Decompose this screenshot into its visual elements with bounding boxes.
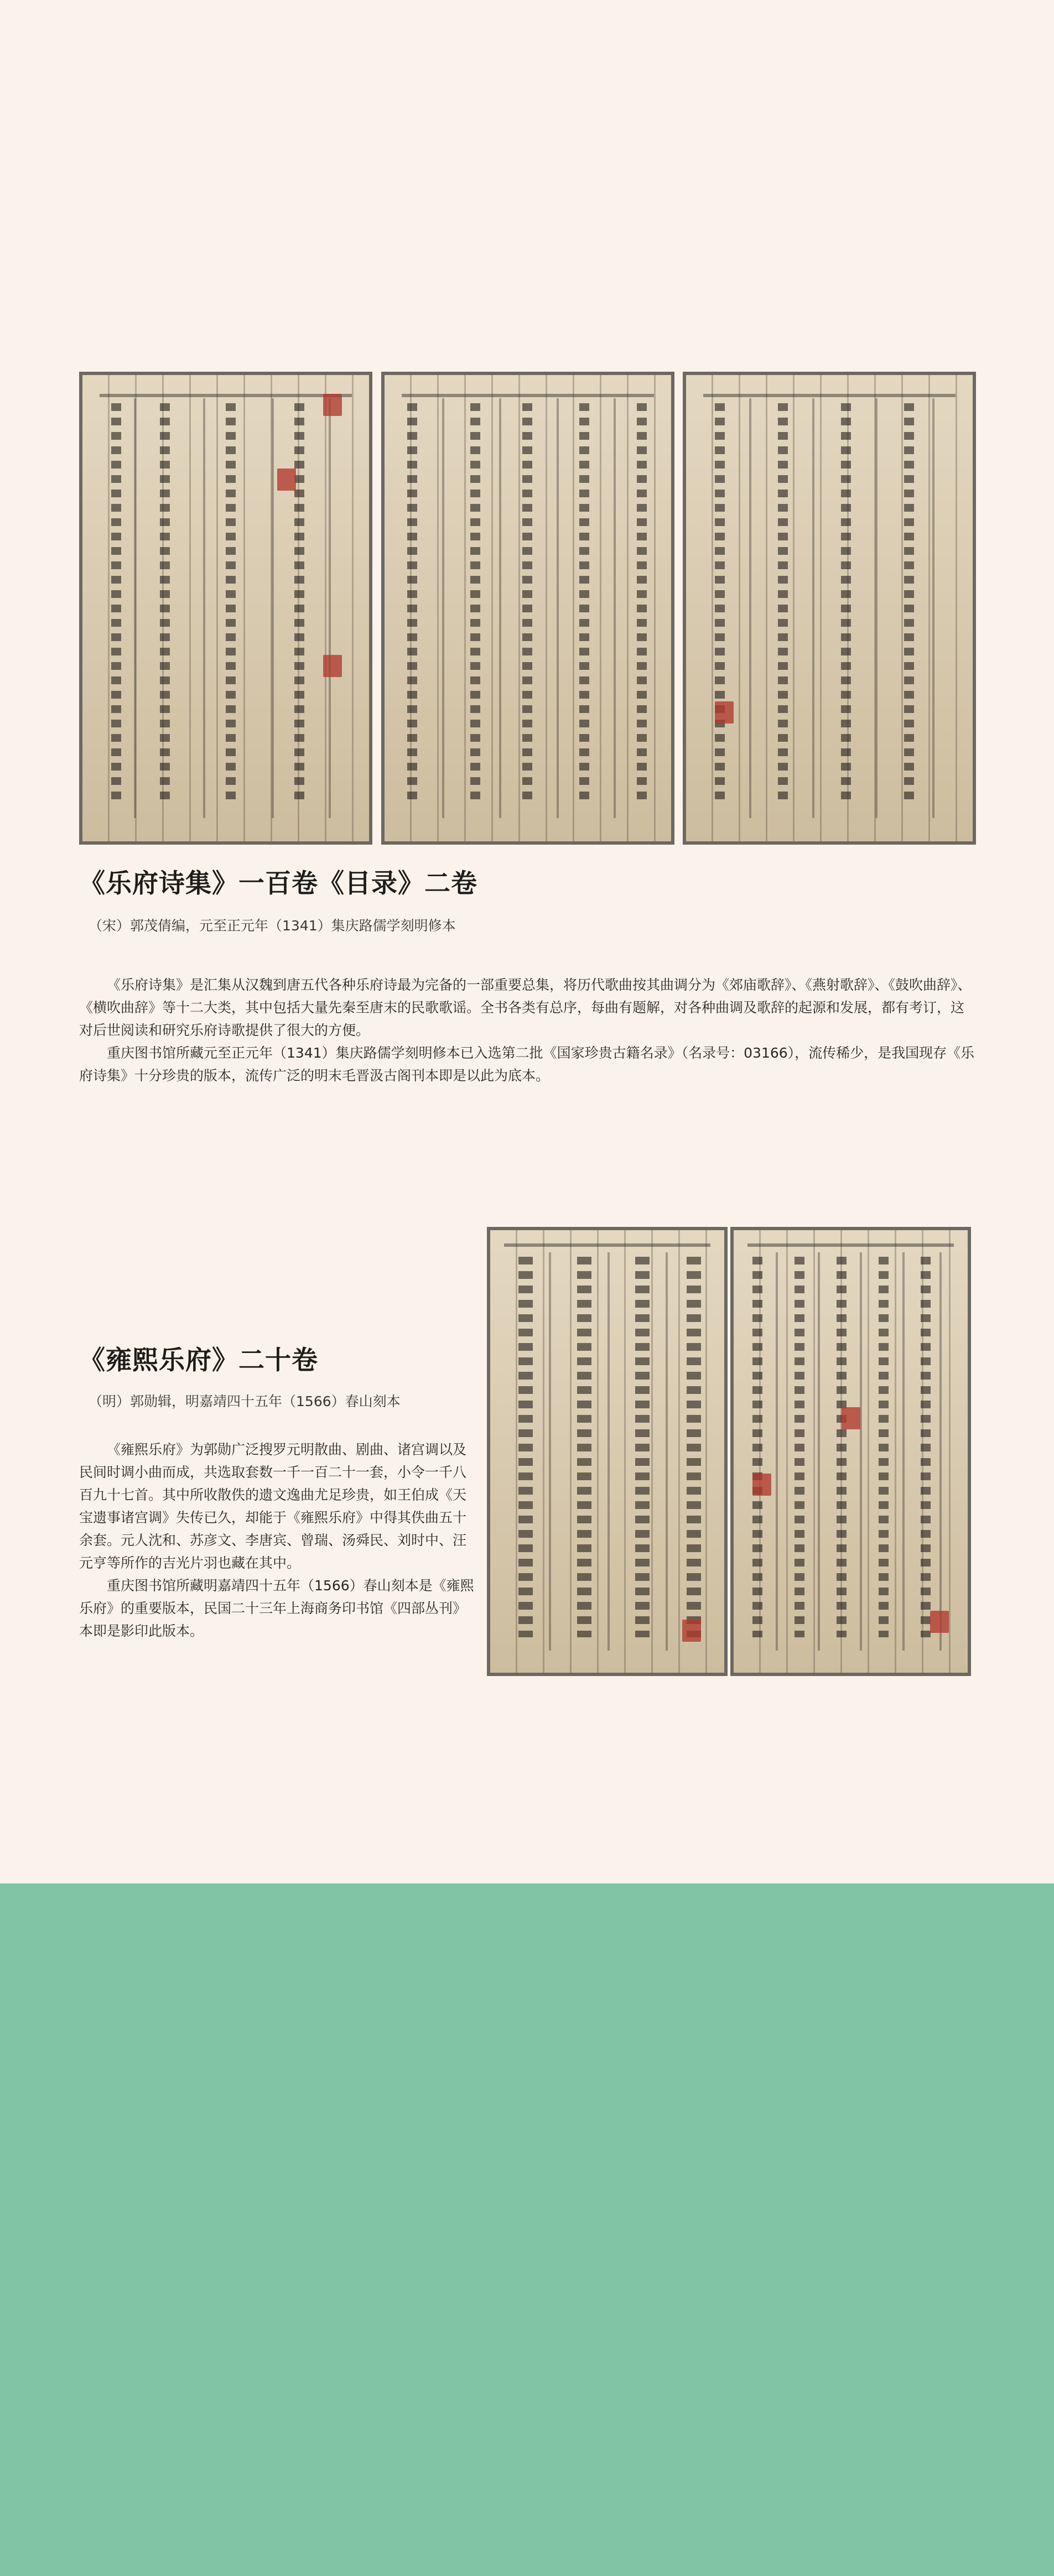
section2-title: 《雍熙乐府》二十卷 [79,1345,318,1376]
section2-subtitle: （明）郭勋辑，明嘉靖四十五年（1566）春山刻本 [89,1393,401,1409]
section1-subtitle: （宋）郭茂倩编，元至正元年（1341）集庆路儒学刻明修本 [89,918,456,934]
book-page-image-2 [381,372,674,845]
section2-body [79,1438,475,1642]
book-page-image-4 [487,1227,728,1676]
book-page-image-5 [730,1227,971,1676]
book-page-image-3 [683,372,976,845]
book-page-image-1 [79,372,372,845]
footer-band [0,1883,1054,2576]
section2-paragraph-2: 重庆图书馆所藏明嘉靖四十五年（1566）春山刻本是《雍熙乐府》的重要版本，民国二十三年上海商务印书馆《四部丛刊》本即是影印此版本。 [79,1578,474,1639]
section1-body [79,974,975,1087]
section2-paragraph-1: 《雍熙乐府》为郭勋广泛搜罗元明散曲、剧曲、诸宫调以及民间时调小曲而成，共选取套数一千一百二十一套，小令一千八百九十七首。其中所收散佚的遗文逸曲尤足珍贵，如王伯成《天宝遗事诸宫调》失传已久，却能于《雍熙乐府》中得其佚曲五十余套。元人沈和、苏彦文、李唐宾、曾瑞、汤舜民、刘时中、汪元亨等所作的吉光片羽也藏在其中。 [79,1441,467,1571]
section1-paragraph-1: 《乐府诗集》是汇集从汉魏到唐五代各种乐府诗最为完备的一部重要总集，将历代歌曲按其曲调分为《郊庙歌辞》、《燕射歌辞》、《鼓吹曲辞》、《横吹曲辞》等十二大类，其中包括大量先秦至唐末的民歌歌谣。全书各类有总序，每曲有题解，对各种曲调及歌辞的起源和发展，都有考订，这对后世阅读和研究乐府诗歌提供了很大的方便。 [79,977,972,1038]
section1-title: 《乐府诗集》一百卷《目录》二卷 [79,868,477,899]
section1-paragraph-2: 重庆图书馆所藏元至正元年（1341）集庆路儒学刻明修本已入选第二批《国家珍贵古籍名录》（名录号：03166），流传稀少，是我国现存《乐府诗集》十分珍贵的版本，流传广泛的明末毛晋汲古阁刊本即是以此为底本。 [79,1045,975,1084]
